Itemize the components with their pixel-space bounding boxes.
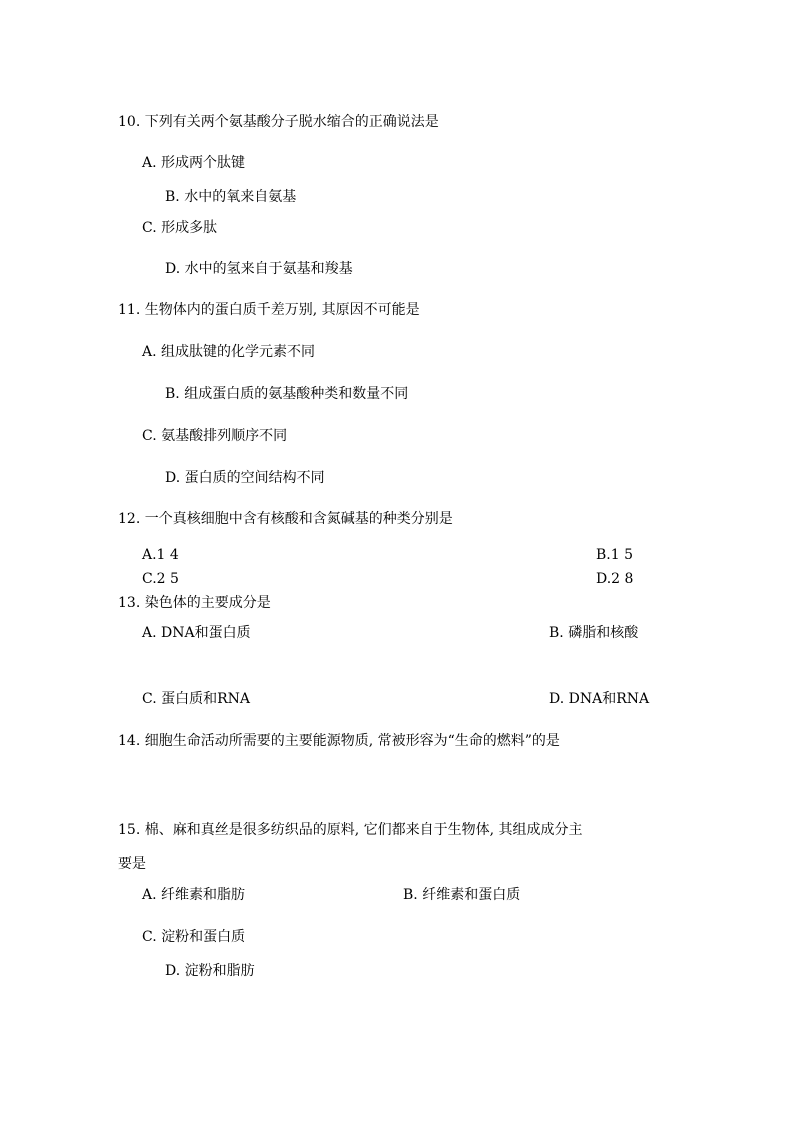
question-13-option-a: A. DNA和蛋白质 [142, 625, 251, 641]
question-15-option-d: D. 淀粉和脂肪 [165, 963, 255, 979]
question-11-option-c: C. 氨基酸排列顺序不同 [142, 428, 288, 444]
question-11-stem: 11. 生物体内的蛋白质千差万别, 其原因不可能是 [118, 302, 420, 318]
question-12-option-c: C.2 5 [142, 571, 179, 587]
question-10-option-b: B. 水中的氧来自氨基 [165, 189, 297, 205]
question-12-option-b: B.1 5 [596, 547, 634, 563]
question-11-option-d: D. 蛋白质的空间结构不同 [165, 470, 325, 486]
question-10-option-c: C. 形成多肽 [142, 220, 218, 236]
question-14-stem: 14. 细胞生命活动所需要的主要能源物质, 常被形容为“生命的燃料”的是 [118, 733, 560, 749]
question-15-option-b: B. 纤维素和蛋白质 [403, 887, 521, 903]
question-13-option-c: C. 蛋白质和RNA [142, 691, 251, 707]
question-11-option-a: A. 组成肽键的化学元素不同 [142, 344, 316, 360]
question-10-option-a: A. 形成两个肽键 [142, 155, 246, 171]
question-12-option-a: A.1 4 [142, 547, 179, 563]
question-10-stem: 10. 下列有关两个氨基酸分子脱水缩合的正确说法是 [118, 114, 439, 130]
question-13-option-b: B. 磷脂和核酸 [549, 625, 639, 641]
question-15-stem-line-2: 要是 [118, 856, 146, 872]
question-15-option-a: A. 纤维素和脂肪 [142, 887, 246, 903]
question-15-stem-line-1: 15. 棉、麻和真丝是很多纺织品的原料, 它们都来自于生物体, 其组成成分主 [118, 822, 583, 838]
question-11-option-b: B. 组成蛋白质的氨基酸种类和数量不同 [165, 386, 409, 402]
question-10-option-d: D. 水中的氢来自于氨基和羧基 [165, 261, 353, 277]
question-12-stem: 12. 一个真核细胞中含有核酸和含氮碱基的种类分别是 [118, 511, 453, 527]
question-13-option-d: D. DNA和RNA [549, 691, 650, 707]
question-13-stem: 13. 染色体的主要成分是 [118, 595, 271, 611]
question-15-option-c: C. 淀粉和蛋白质 [142, 929, 246, 945]
question-12-option-d: D.2 8 [596, 571, 634, 587]
